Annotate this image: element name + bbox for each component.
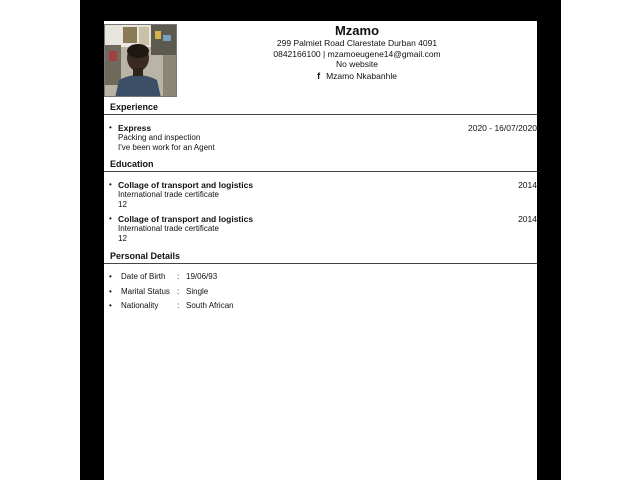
education-qualification: International trade certificate (118, 224, 219, 233)
facebook-name: Mzamo Nkabanhle (326, 70, 397, 81)
education-qualification: International trade certificate (118, 190, 219, 199)
personal-detail-label: Date of Birth (121, 272, 166, 281)
personal-detail-separator: : (177, 287, 180, 296)
personal-detail-label: Nationality (121, 301, 159, 310)
experience-item (109, 123, 537, 153)
education-grade: 12 (118, 200, 127, 209)
education-item (109, 214, 537, 244)
education-grade: 12 (118, 234, 127, 243)
personal-detail-separator: : (177, 272, 180, 281)
left-black-bar (80, 0, 104, 480)
education-year: 2014 (518, 180, 537, 190)
education-school: Collage of transport and logistics (118, 180, 254, 190)
experience-company: Express (118, 123, 152, 133)
facebook-line[interactable] (184, 71, 530, 82)
right-black-bar (537, 0, 561, 480)
address: 299 Palmiet Road Clarestate Durban 4091 (276, 38, 438, 48)
top-black-band (80, 0, 561, 21)
facebook-icon: f (317, 70, 321, 81)
website: No website (335, 59, 379, 69)
bullet: • (109, 180, 112, 189)
personal-details-heading: Personal Details (110, 251, 181, 261)
personal-detail-value: Single (186, 287, 209, 296)
bullet: • (109, 272, 112, 281)
bullet: • (109, 214, 112, 223)
cv-page (104, 21, 537, 480)
profile-photo-image (105, 25, 177, 97)
bullet: • (109, 123, 112, 132)
personal-detail-value: South African (186, 301, 234, 310)
cv-header (184, 23, 530, 82)
experience-heading: Experience (110, 102, 159, 112)
personal-details-rule (104, 263, 537, 264)
candidate-name: Mzamo (334, 23, 380, 38)
bullet: • (109, 287, 112, 296)
personal-detail-separator: : (177, 301, 180, 310)
experience-role: Packing and inspection (118, 133, 201, 142)
education-school: Collage of transport and logistics (118, 214, 254, 224)
bullet: • (109, 301, 112, 310)
experience-rule (104, 114, 537, 115)
education-rule (104, 171, 537, 172)
education-item (109, 180, 537, 210)
experience-description: I've been work for an Agent (118, 143, 215, 152)
personal-detail-value: 19/06/93 (186, 272, 218, 281)
personal-detail-label: Marital Status (121, 287, 170, 296)
experience-dates: 2020 - 16/07/2020 (467, 123, 537, 133)
education-heading: Education (110, 159, 154, 169)
contact-details: 0842166100 | mzamoeugene14@gmail.com (273, 48, 441, 59)
profile-photo (104, 24, 177, 97)
education-year: 2014 (518, 214, 537, 224)
